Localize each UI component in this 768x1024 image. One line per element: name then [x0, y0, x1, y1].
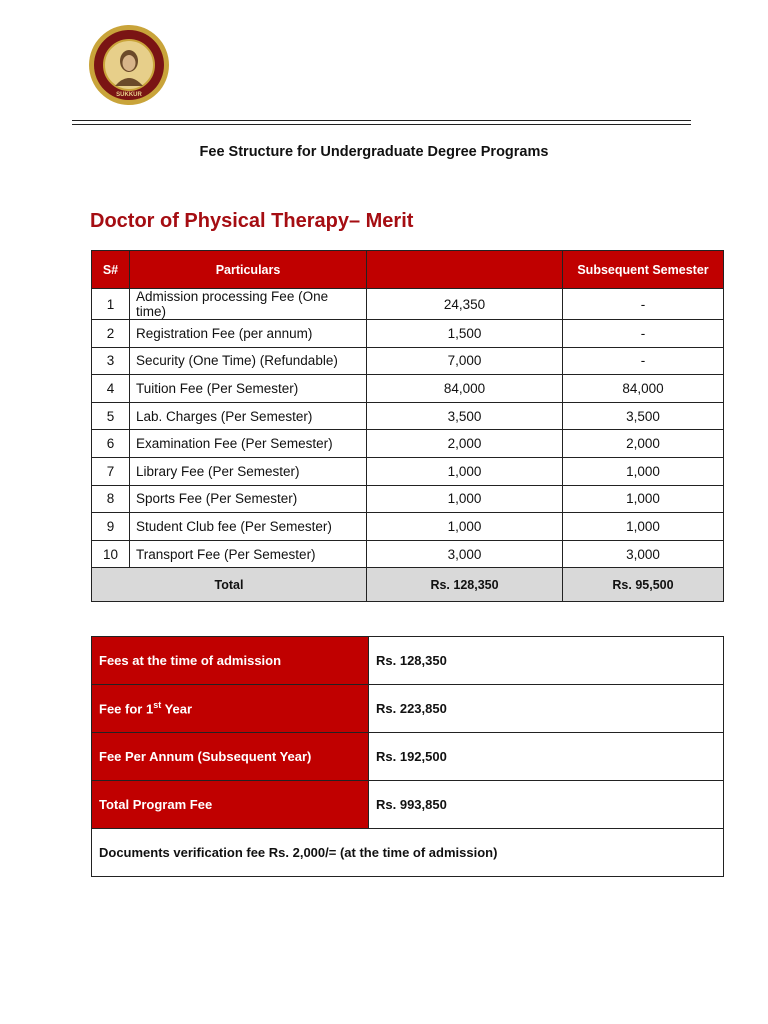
total-program-fee-value: Rs. 993,850 [369, 781, 724, 829]
per-annum-fee-label: Fee Per Annum (Subsequent Year) [92, 733, 369, 781]
admission-fee-value: Rs. 128,350 [369, 637, 724, 685]
university-seal-logo [88, 24, 170, 106]
header-rule-bottom [72, 124, 691, 125]
summary-row-first-year [92, 685, 724, 733]
admission-fee-label: Fees at the time of admission [92, 637, 369, 685]
row-first-semester: 1,000 [367, 457, 563, 485]
row-first-semester: 24,350 [367, 289, 563, 320]
row-subsequent-semester: - [563, 320, 724, 348]
row-particular: Student Club fee (Per Semester) [130, 513, 367, 541]
row-subsequent-semester: 1,000 [563, 485, 724, 513]
total-label: Total [92, 568, 367, 602]
row-first-semester: 1,000 [367, 513, 563, 541]
row-number: 8 [92, 485, 130, 513]
row-number: 10 [92, 540, 130, 568]
row-subsequent-semester: 1,000 [563, 513, 724, 541]
column-header-particulars: Particulars [130, 251, 367, 289]
row-subsequent-semester: - [563, 347, 724, 375]
row-number: 1 [92, 289, 130, 320]
total-first-semester: Rs. 128,350 [367, 568, 563, 602]
row-particular: Security (One Time) (Refundable) [130, 347, 367, 375]
first-year-fee-value: Rs. 223,850 [369, 685, 724, 733]
row-number: 2 [92, 320, 130, 348]
total-row [92, 568, 724, 602]
row-number: 3 [92, 347, 130, 375]
fee-row [92, 457, 724, 485]
first-year-fee-label [92, 685, 369, 733]
row-number: 5 [92, 402, 130, 430]
fee-row [92, 540, 724, 568]
row-particular: Examination Fee (Per Semester) [130, 430, 367, 458]
row-number: 6 [92, 430, 130, 458]
column-header-subsequent-semester: Subsequent Semester [563, 251, 724, 289]
summary-row-per-annum [92, 733, 724, 781]
fee-row [92, 347, 724, 375]
row-particular: Admission processing Fee (One time) [130, 289, 367, 320]
summary-row-total-program [92, 781, 724, 829]
total-program-fee-label: Total Program Fee [92, 781, 369, 829]
row-subsequent-semester: 84,000 [563, 375, 724, 403]
summary-table [91, 636, 724, 877]
row-number: 4 [92, 375, 130, 403]
seal-text: SUKKUR [116, 92, 142, 98]
row-first-semester: 2,000 [367, 430, 563, 458]
row-first-semester: 84,000 [367, 375, 563, 403]
total-subsequent-semester: Rs. 95,500 [563, 568, 724, 602]
row-first-semester: 3,500 [367, 402, 563, 430]
fee-row [92, 430, 724, 458]
first-year-label-sup: st [153, 700, 162, 711]
fee-row [92, 320, 724, 348]
fee-row [92, 402, 724, 430]
row-particular: Library Fee (Per Semester) [130, 457, 367, 485]
row-particular: Registration Fee (per annum) [130, 320, 367, 348]
row-first-semester: 1,500 [367, 320, 563, 348]
first-year-label-suffix: Year [161, 701, 193, 717]
column-header-sn: S# [92, 251, 130, 289]
row-particular: Tuition Fee (Per Semester) [130, 375, 367, 403]
first-year-label-prefix: Fee for 1 [99, 701, 154, 717]
summary-row-admission [92, 637, 724, 685]
row-subsequent-semester: 3,000 [563, 540, 724, 568]
fee-table-header [92, 251, 724, 289]
summary-row-note [92, 829, 724, 877]
row-particular: Lab. Charges (Per Semester) [130, 402, 367, 430]
row-number: 9 [92, 513, 130, 541]
fee-row [92, 513, 724, 541]
per-annum-fee-value: Rs. 192,500 [369, 733, 724, 781]
row-particular: Sports Fee (Per Semester) [130, 485, 367, 513]
row-subsequent-semester: - [563, 289, 724, 320]
documents-verification-note: Documents verification fee Rs. 2,000/= (at the time of admission) [92, 829, 724, 877]
header-rule-top [72, 120, 691, 121]
university-seal-icon [88, 24, 170, 106]
row-particular: Transport Fee (Per Semester) [130, 540, 367, 568]
program-title: Doctor of Physical Therapy– Merit [90, 210, 414, 232]
document-title: Fee Structure for Undergraduate Degree Programs [199, 144, 549, 160]
row-first-semester: 7,000 [367, 347, 563, 375]
fee-row [92, 289, 724, 320]
row-first-semester: 1,000 [367, 485, 563, 513]
row-subsequent-semester: 1,000 [563, 457, 724, 485]
row-subsequent-semester: 3,500 [563, 402, 724, 430]
row-subsequent-semester: 2,000 [563, 430, 724, 458]
row-number: 7 [92, 457, 130, 485]
fee-table [91, 250, 724, 602]
column-header-first-semester [367, 251, 563, 289]
fee-row [92, 375, 724, 403]
row-first-semester: 3,000 [367, 540, 563, 568]
fee-row [92, 485, 724, 513]
